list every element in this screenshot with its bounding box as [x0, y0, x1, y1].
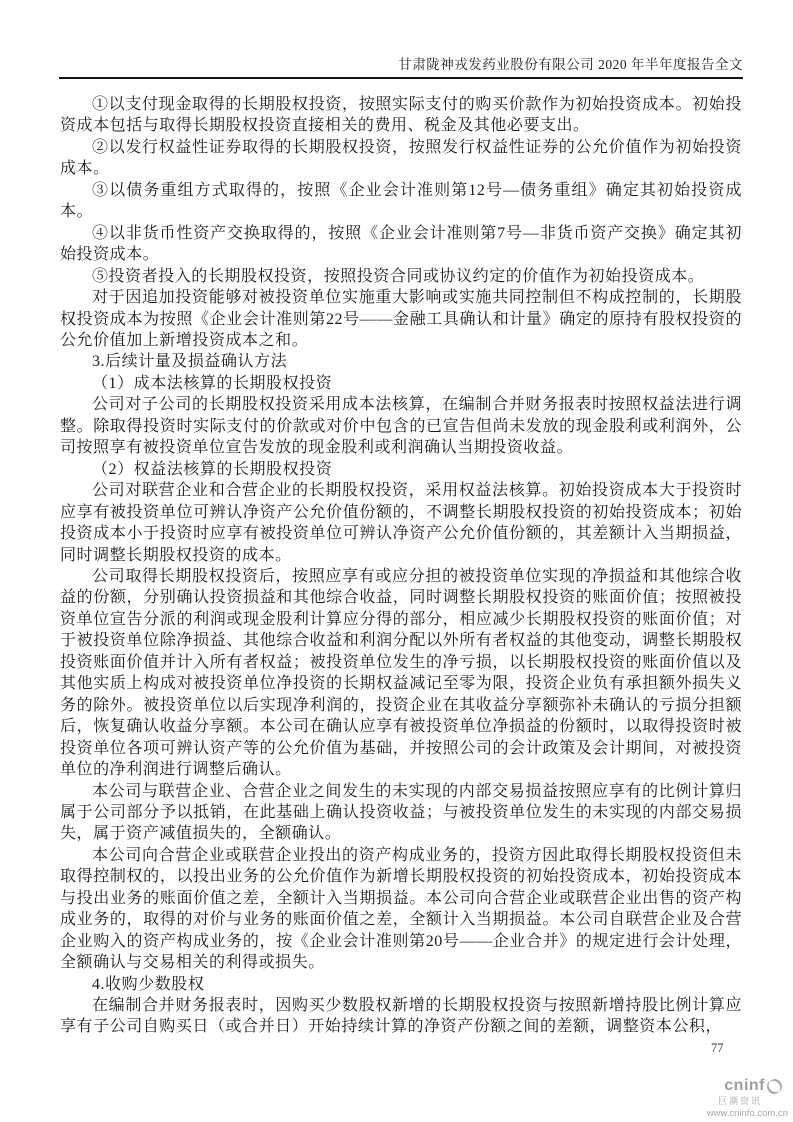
paragraph: 本公司向合营企业或联营企业投出的资产构成业务的，投资方因此取得长期股权投资但未取得控制权的，以投出业务的公允价值作为新增长期股权投资的初始投资成本，初始投资成本与投出业务的账面价值之差，全额计入当期损益。本公司向合营企业或联营企业出售的资产构成业务的，取得的对价与业务的账面价值之差，全额计入当期损益。本公司自联营企业及合营企业购入的资产构成业务的，按《企业会计准则第20号——企业合并》的规定进行会计处理，全额确认与交易相关的利得或损失。 — [60, 846, 742, 972]
logo-url: www.cninfo.com.cn — [706, 1108, 788, 1119]
paragraph: ④以非货币性资产交换取得的，按照《企业会计准则第7号—非货币资产交换》确定其初始投资成本。 — [60, 224, 742, 264]
paragraph: ⑤投资者投入的长期股权投资，按照投资合同或协议约定的价值作为初始投资成本。 — [92, 267, 705, 285]
paragraph: 在编制合并财务报表时，因购买少数股权新增的长期股权投资与按照新增持股比例计算应享有子公司自购买日（或合并日）开始持续计算的净资产份额之间的差额，调整资本公积， — [60, 997, 742, 1036]
paragraph: ③以债务重组方式取得的，按照《企业会计准则第12号—债务重组》确定其初始投资成本。 — [60, 181, 742, 221]
logo-brand-text: cninf — [724, 1077, 765, 1094]
paragraph: ②以发行权益性证券取得的长期股权投资，按照发行权益性证券的公允价值作为初始投资成本。 — [60, 138, 742, 178]
logo-brand-row — [695, 1077, 789, 1095]
paragraph: 公司取得长期股权投资后，按照应享有或应分担的被投资单位实现的净损益和其他综合收益的份额，分别确认投资损益和其他综合收益，同时调整长期股权投资的账面价值；按照被投资单位宣告分派的利润或现金股利计算应分得的部分，相应减少长期股权投资的账面价值；对于被投资单位除净损益、其他综合收益和利润分配以外所有者权益的其他变动，调整长期股权投资账面价值并计入所有者权益；被投资单位发生的净亏损，以长期股权投资的账面价值以及其他实质上构成对被投资单位净投资的长期权益减记至零为限，投资企业负有承担额外损失义务的除外。被投资单位以后实现净利润的，投资企业在其收益分享额弥补未确认的亏损分担额后，恢复确认收益分享额。本公司在确认应享有被投资单位净损益的份额时，以取得投资时被投资单位各项可辨认资产等的公允价值为基础，并按照公司的会计政策及会计期间，对被投资单位的净利润进行调整后确认。 — [60, 567, 742, 779]
paragraph: 本公司与联营企业、合营企业之间发生的未实现的内部交易损益按照应享有的比例计算归属于公司部分予以抵销，在此基础上确认投资收益；与被投资单位发生的未实现的内部交易损失，属于资产减值损失的，全额确认。 — [60, 782, 742, 843]
section-heading: 4.收购少数股权 — [92, 975, 205, 993]
paragraph: 公司对子公司的长期股权投资采用成本法核算，在编制合并财务报表时按照权益法进行调整。除取得投资时实际支付的价款或对价中包含的已宣告但尚未发放的现金股利或利润外，公司按照享有被投资单位宣告发放的现金股利或利润确认当期投资收益。 — [60, 396, 742, 457]
section-heading: 3.后续计量及损益确认方法 — [92, 353, 288, 371]
cninfo-logo — [695, 1077, 789, 1119]
paragraph: 公司对联营企业和合营企业的长期股权投资，采用权益法核算。初始投资成本大于投资时应享有被投资单位可辨认净资产公允价值份额的，不调整长期股权投资的初始投资成本；初始投资成本小于投资时应享有被投资单位可辨认净资产公允价值份额的，其差额计入当期损益，同时调整长期股权投资的成本。 — [60, 482, 742, 564]
subsection-heading: （2）权益法核算的长期股权投资 — [92, 460, 333, 478]
paragraph: ①以支付现金取得的长期股权投资，按照实际支付的购买价款作为初始投资成本。初始投资成本包括与取得长期股权投资直接相关的费用、税金及其他必要支出。 — [60, 96, 742, 135]
document-body — [60, 94, 742, 1038]
report-header-title: 甘肃陇神戎发药业股份有限公司 2020 年半年度报告全文 — [398, 57, 743, 72]
subsection-heading: （1）成本法核算的长期股权投资 — [92, 374, 333, 392]
cninfo-swirl-icon — [766, 1078, 783, 1095]
header-divider — [59, 77, 743, 79]
logo-caption: 巨潮资讯 — [717, 1096, 762, 1106]
page-number: 77 — [711, 1041, 724, 1055]
paragraph: 对于因追加投资能够对被投资单位实施重大影响或实施共同控制但不构成控制的，长期股权投资成本为按照《企业会计准则第22号——金融工具确认和计量》确定的原持有股权投资的公允价值加上新增投资成本之和。 — [60, 289, 742, 349]
